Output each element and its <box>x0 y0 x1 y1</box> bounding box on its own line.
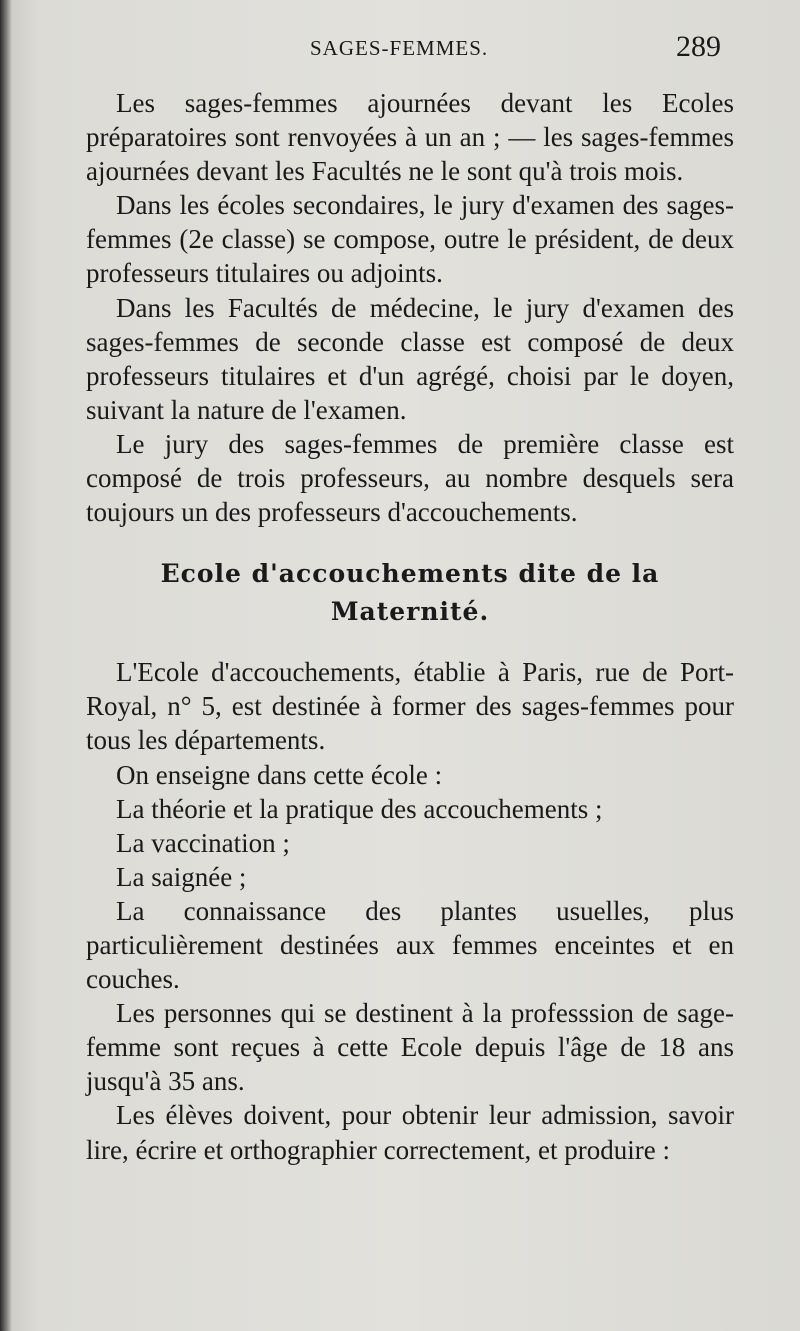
paragraph: Le jury des sages-femmes de première classe est composé de trois professeurs, au nombre desquels sera toujours un des professeurs d'accouchements. <box>86 428 734 528</box>
paragraph: Les personnes qui se destinent à la professsion de sage-femme sont reçues à cette Ecole depuis l'âge de 18 ans jusqu'à 35 ans. <box>86 998 734 1097</box>
page-header <box>0 30 800 70</box>
list-item: La théorie et la pratique des accouchements ; <box>116 793 603 824</box>
paragraph: L'Ecole d'accouchements, établie à Paris, rue de Port-Royal, n° 5, est destinée à former des sages-femmes pour tous les départements. <box>86 657 734 756</box>
running-head: SAGES-FEMMES. <box>310 36 489 60</box>
paragraph: Dans les écoles secondaires, le jury d'examen des sages-femmes (2e classe) se compose, outre le président, de deux professeurs titulaires ou adjoints. <box>86 190 734 289</box>
list-item: La connaissance des plantes usuelles, plus particulièrement destinées aux femmes enceintes et en couches. <box>86 895 734 995</box>
page-body <box>86 86 734 1167</box>
paragraph: On enseigne dans cette école : <box>116 759 443 790</box>
section-heading: Ecole d'accouchements dite de la Maternité. <box>160 559 660 627</box>
page-gutter-shadow <box>0 0 12 1331</box>
list-item: La saignée ; <box>116 861 247 892</box>
paragraph: Les élèves doivent, pour obtenir leur admission, savoir lire, écrire et orthographier correctement, et produire : <box>86 1100 734 1165</box>
list-item: La vaccination ; <box>116 827 290 858</box>
page-number: 289 <box>676 30 721 63</box>
paragraph: Les sages-femmes ajournées devant les Ecoles préparatoires sont renvoyées à un an ; — les sages-femmes ajournées devant les Facultés ne le sont qu'à trois mois. <box>86 88 734 187</box>
paragraph: Dans les Facultés de médecine, le jury d'examen des sages-femmes de seconde classe est composé de deux professeurs titulaires et d'un agrégé, choisi par le doyen, suivant la nature de l'examen. <box>86 292 734 425</box>
